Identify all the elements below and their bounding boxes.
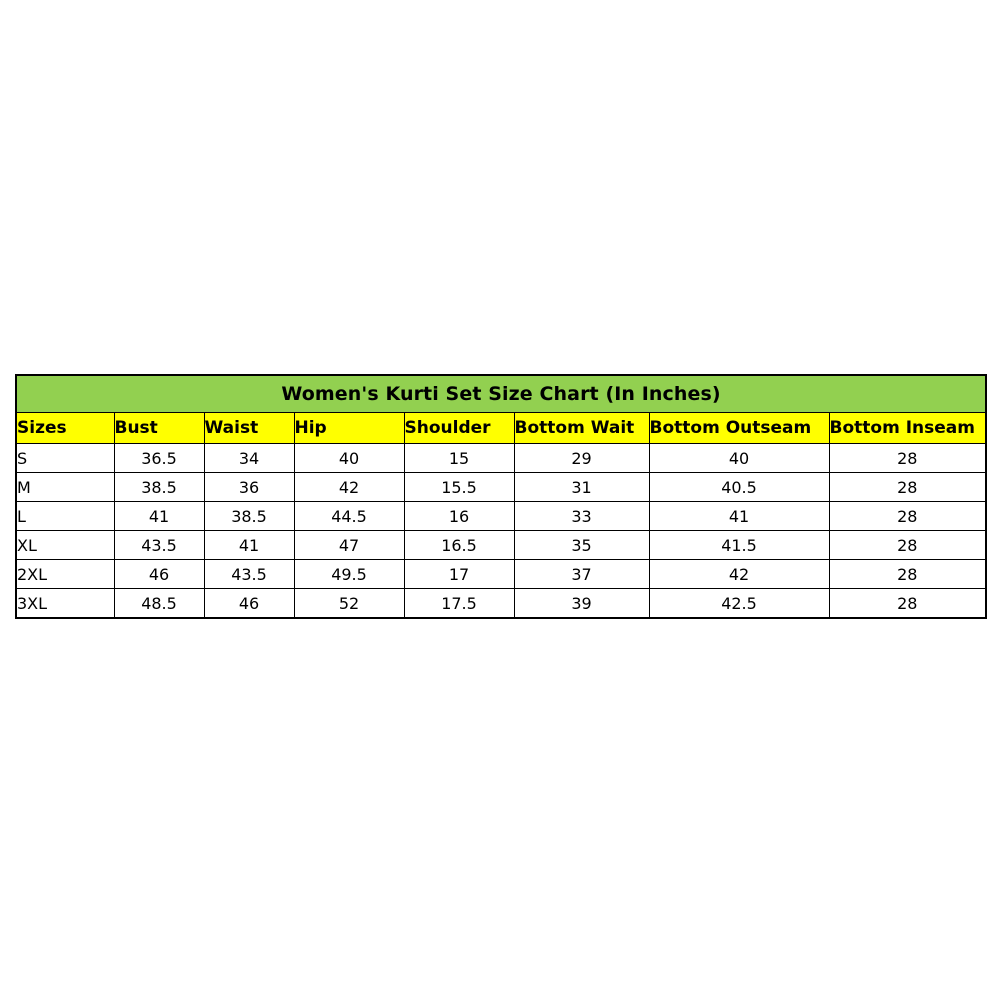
cell-bottom-inseam: 28: [829, 444, 986, 473]
cell-size: M: [16, 473, 114, 502]
column-header-bottom-inseam: Bottom Inseam: [829, 413, 986, 444]
column-header-bottom-wait: Bottom Wait: [514, 413, 649, 444]
cell-hip: 52: [294, 589, 404, 619]
cell-hip: 47: [294, 531, 404, 560]
cell-bottom-wait: 31: [514, 473, 649, 502]
cell-bottom-inseam: 28: [829, 502, 986, 531]
cell-waist: 43.5: [204, 560, 294, 589]
cell-bust: 38.5: [114, 473, 204, 502]
column-header-sizes: Sizes: [16, 413, 114, 444]
cell-bust: 48.5: [114, 589, 204, 619]
table-row: [16, 560, 986, 589]
cell-bottom-outseam: 42: [649, 560, 829, 589]
cell-shoulder: 17.5: [404, 589, 514, 619]
size-chart-table: [15, 374, 987, 619]
cell-hip: 40: [294, 444, 404, 473]
cell-size: S: [16, 444, 114, 473]
header-row: [16, 413, 986, 444]
cell-waist: 34: [204, 444, 294, 473]
column-header-hip: Hip: [294, 413, 404, 444]
cell-bottom-inseam: 28: [829, 531, 986, 560]
cell-bust: 41: [114, 502, 204, 531]
cell-size: XL: [16, 531, 114, 560]
size-chart-container: [15, 374, 985, 619]
cell-bottom-wait: 39: [514, 589, 649, 619]
cell-bottom-outseam: 42.5: [649, 589, 829, 619]
cell-bottom-outseam: 40.5: [649, 473, 829, 502]
cell-bottom-inseam: 28: [829, 589, 986, 619]
table-row: [16, 444, 986, 473]
cell-size: 2XL: [16, 560, 114, 589]
title-row: [16, 375, 986, 413]
cell-bottom-wait: 33: [514, 502, 649, 531]
cell-waist: 41: [204, 531, 294, 560]
cell-waist: 38.5: [204, 502, 294, 531]
cell-bust: 36.5: [114, 444, 204, 473]
cell-size: 3XL: [16, 589, 114, 619]
cell-shoulder: 16: [404, 502, 514, 531]
cell-bottom-outseam: 41: [649, 502, 829, 531]
column-header-bust: Bust: [114, 413, 204, 444]
chart-title: Women's Kurti Set Size Chart (In Inches): [16, 375, 986, 413]
cell-size: L: [16, 502, 114, 531]
cell-shoulder: 17: [404, 560, 514, 589]
cell-shoulder: 15: [404, 444, 514, 473]
table-row: [16, 589, 986, 619]
cell-bottom-outseam: 41.5: [649, 531, 829, 560]
cell-bottom-outseam: 40: [649, 444, 829, 473]
cell-bottom-inseam: 28: [829, 473, 986, 502]
cell-bottom-inseam: 28: [829, 560, 986, 589]
cell-bust: 46: [114, 560, 204, 589]
cell-bust: 43.5: [114, 531, 204, 560]
cell-shoulder: 16.5: [404, 531, 514, 560]
cell-hip: 49.5: [294, 560, 404, 589]
cell-hip: 44.5: [294, 502, 404, 531]
column-header-shoulder: Shoulder: [404, 413, 514, 444]
column-header-bottom-outseam: Bottom Outseam: [649, 413, 829, 444]
cell-bottom-wait: 37: [514, 560, 649, 589]
table-head: [16, 375, 986, 444]
cell-waist: 36: [204, 473, 294, 502]
cell-hip: 42: [294, 473, 404, 502]
column-header-waist: Waist: [204, 413, 294, 444]
cell-bottom-wait: 35: [514, 531, 649, 560]
table-row: [16, 502, 986, 531]
cell-shoulder: 15.5: [404, 473, 514, 502]
cell-bottom-wait: 29: [514, 444, 649, 473]
cell-waist: 46: [204, 589, 294, 619]
table-row: [16, 531, 986, 560]
table-body: [16, 444, 986, 619]
table-row: [16, 473, 986, 502]
